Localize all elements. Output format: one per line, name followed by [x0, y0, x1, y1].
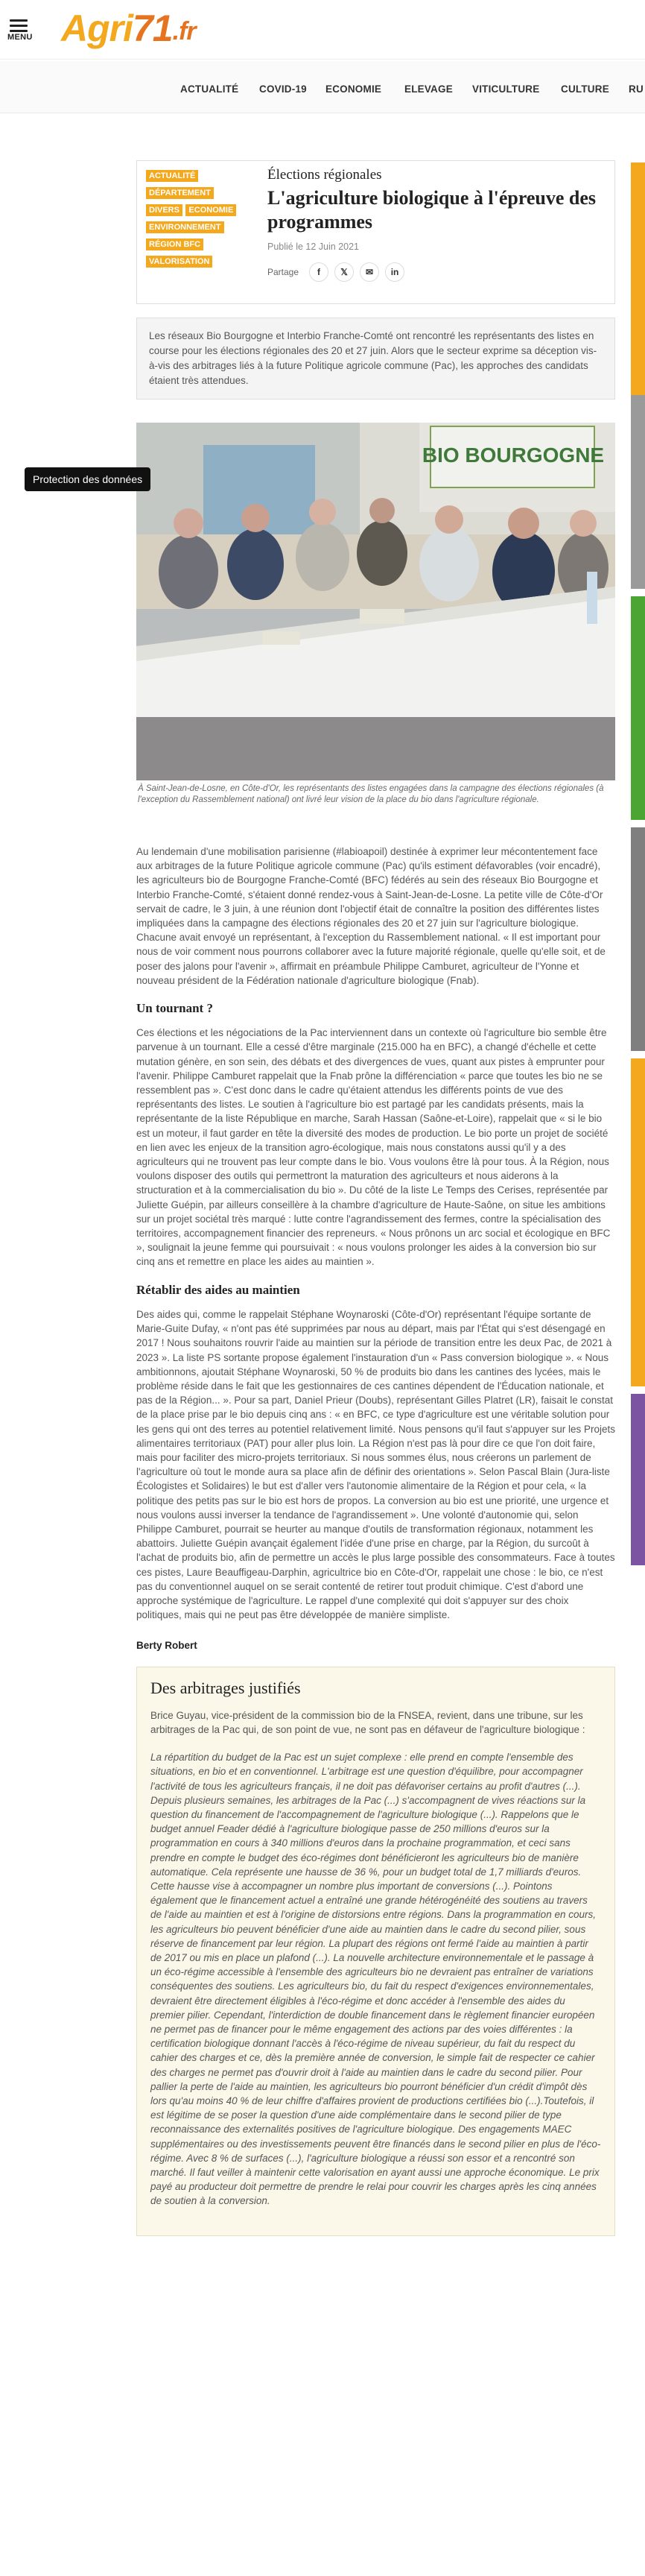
sidebar-stripe-4[interactable] [631, 827, 645, 1051]
logo-part-tld: .fr [172, 17, 196, 45]
article-header [136, 160, 615, 304]
paragraph: Des aides qui, comme le rappelait Stéphane Woynaroski (Côte-d'Or) représentant l'équipe sortante de Marie-Guite Dufay, « n'ont pas été supprimées par nous au départ, mais par l'État qui s'est désengagé en 2017 ! Nous souhaitons rouvrir l'aide au maintien sur la période de transition entre les deux Pac, de 2021 à 2023 ». La liste PS sortante propose également l'instauration d'un « Pass conversion biologique ». « Nous ambitionnons, ajoutait Stéphane Woynaroski, 50 % de produits bio dans les cantines des lycées, mais le problème réside dans le fait que les gestionnaires de ces cantines dépendent de l'Éducation nationale, et pas de la Région... ». Pour sa part, Daniel Prieur (Doubs), représentant Gilles Platret (LR), faisait le constat de la place prise par le bio depuis cinq ans : « en BFC, ce type d'agriculture est une véritable solution pour les gens qui ont des terres au potentiel relativement limité. Nous pensons qu'il faut s'appuyer sur les Projets alimentaires territoriaux (PAT) pour aller plus loin. La Région n'est pas là pour dire ce que l'on doit faire, mais pour faciliter des micro-projets territoriaux. Si nous sommes élus, nous créerons un parlement de l'agriculture où tout le monde aura sa place afin de définir des orientations ». Selon Pascal Blain (Jura-liste Écologistes et Solidaires) le but est d'aller vers l'autonomie alimentaire de la Région et pour cela, « la politique des petits pas sur le bio est hors de propos. La conversion au bio est une priorité, une urgence et nous voulons aussi inverser la tendance de l'agrandissement ». Une volonté d'autonomie qui, selon Philippe Camburet, pourrait se heurter au manque d'outils de transformation régionaux, notamment les abattoirs. Juliette Guépin avançait également l'idée d'une prise en charge, par la Région, du surcoût à l'achat de produits bio, afin de permettre un accès le plus large possible des consommateurs. Face à toutes ces pistes, Laure Beauffigeau-Darphin, agricultrice bio en Côte-d'Or, rappelait une chose : le bio, ce n'est pas du conventionnel auquel on se serait contenté de retirer tout produit chimique. C'est d'abord une approche systémique de l'agriculture. Le rappel d'une complexité qui doit s'appuyer sur des choix politiques, mais qui ne peut pas être développée de manière simpliste. [136, 1308, 615, 1621]
share-label: Partage [267, 267, 299, 277]
article-overline: Élections régionales [267, 167, 382, 183]
tag[interactable]: ECONOMIE [185, 204, 236, 216]
paragraph: Au lendemain d'une mobilisation parisienne (#labioapoil) destinée à exprimer leur mécontentement face aux arbitrages de la future Politique agricole commune (Pac) qu'ils estiment défavorables (voir encadré), les agriculteurs bio de Bourgogne Franche-Comté (BFC) fédérés au sein des réseaux Bio Bourgogne et Interbio Franche-Comté, s'étaient donné rendez-vous à Saint-Jean-de-Losne. La petite ville de Côte-d'Or servait de cadre, le 3 juin, à une réunion dont l'objectif était de connaître la position des différentes listes impliquées dans la campagne des élections régionales des 20 et 27 juin sur l'agriculture biologique. Chacune avait envoyé un représentant, à l'exception du Rassemblement national. « Il est important pour nous de voir comment nous pourrons collaborer avec la future majorité régionale, quelle qu'elle soit, et de poser des jalons pour l'avenir », affirmait en préambule Philippe Camburet, agriculteur de l'Yonne et nouveau président de la Fédération nationale d'agriculture biologique (Fnab). [136, 846, 606, 986]
nav-item-ru[interactable]: RU [629, 83, 644, 95]
nav-item-actualite[interactable]: ACTUALITÉ [180, 83, 239, 95]
tag-list [146, 168, 250, 271]
paragraph: Ces élections et les négociations de la Pac interviennent dans un contexte où l'agriculture bio semble être parvenue à un tournant. Elle a cessé d'être marginale (215.000 ha en BFC), a changé d'échelle et cette mutation génère, en son sein, des débats et des divergences de vues, quant aux pistes à emprunter pour l'avenir. Philippe Camburet rappelait que la Fnab prône la différenciation « parce que toutes les bio ne se ressemblent pas ». C'est donc dans le cadre qu'étaient attendus les différents points de vue des représentants des listes. Le soutien à l'agriculture bio est partagé par les candidats présents, mais la représentante de la liste République en marche, Sarah Hassan (Saône-et-Loire), rappelait que « si le bio est un moteur, il faut garder en tête la diversité des modes de production. Le bio porte un projet de société en lien avec les enjeux de la transition agro-écologique, mais nous constatons aussi qu'il y a des agriculteurs qui ne trouvent pas leur compte dans le bio. Vous voulons être là pour tous. À la Région, nous voulons disposer des outils qui permettront la maturation des agriculteurs et nous aiderons à la structuration et à la commercialisation du bio ». Du côté de la liste Le Temps des Cerises, représentée par Juliette Guépin, par ailleurs conseillère à la chambre d'agriculture de Haute-Saône, on situe les ambitions sur un projet sociétal très marqué : lutte contre l'agrandissement des fermes, contre la spécialisation des territoires, accompagnement financier des repreneurs. « Nous prônons un arc social et écologique en BFC », soulignait la jeune femme qui poursuivait : « nous voulons prolonger les aides à la conversion bio sur cinq ans et remettre en place les aides au maintien ». [136, 1027, 611, 1268]
article-title: L'agriculture biologique à l'épreuve des programmes [267, 187, 597, 233]
privacy-tooltip[interactable]: Protection des données [25, 467, 150, 491]
logo-part-agri: Agri [61, 7, 133, 49]
author-byline: Berty Robert [136, 1640, 197, 1652]
tag[interactable]: RÉGION BFC [146, 239, 203, 250]
nav-item-economie[interactable]: ECONOMIE [325, 83, 382, 95]
nav-item-culture[interactable]: CULTURE [561, 83, 609, 95]
box-intro: Brice Guyau, vice-président de la commission bio de la FNSEA, revient, dans une tribune, sur les arbitrages de la Pac qui, de son point de vue, ne sont pas en défaveur de l'agriculture biologique : [150, 1709, 585, 1735]
subheading: Un tournant ? [136, 1001, 213, 1016]
box-quote: La répartition du budget de la Pac est un sujet complexe : elle prend en compte l'ensemble des situations, en bio et en conventionnel. L'arbitrage est une question d'équilibre, pour accompagner l'activité de tous les agriculteurs français, il ne doit pas défavoriser certains au profit d'autres (...). Depuis plusieurs semaines, les arbitrages de la Pac (...) s'accompagnent de vives réactions sur la question du financement de l'accompagnement de l'agriculture biologique (...). Rappelons que le budget annuel Feader dédié à l'agriculture biologique passe de 250 millions d'euros sur la programmation en cours à 340 millions d'euros dans la prochaine programmation, et ceci sans prendre en compte le budget des éco-régimes dont bénéficieront les agriculteurs bio de manière automatique. Cela représente une hausse de 36 %, pour un budget total de 1,7 milliards d'euros. Cette hausse vise à accompagner un nombre plus important de conversions (...). Pointons également que le financement actuel a entraîné une grande hétérogénéité des soutiens au travers de l'aide au maintien et est à l'origine de distorsions entre régions. Dans la programmation en cours, les agriculteurs bio peuvent bénéficier d'une aide au maintien dans le cadre du second pilier, sous réserve de financement par leur région. La plupart des régions ont fermé l'aide au maintien à partir de 2017 ou mis en place un plafond (...). La nouvelle architecture environnementale et le passage à un éco-régime accessible à l'ensemble des agriculteurs bio ne devraient pas entraîner de variations conséquentes des soutiens. Les agriculteurs bio, du fait du respect d'exigences environnementales, devraient être directement éligibles à l'éco-régime et donc accéder à l'ensemble des aides du premier pilier. Cependant, l'interdiction de double financement dans le règlement financier européen ne permet pas de financer pour le même engagement des actions par des voies différentes : la certification biologique donnant l'accès à l'éco-régime de niveau supérieur, du fait du respect du cahier des charges et ce, dès la première année de conversion, le simple fait de respecter ce cahier des charges ne permet pas d'ouvrir droit à l'aide au maintien dans le cadre du second pilier. Pour pallier la perte de l'aide au maintien, les agriculteurs bio pourront bénéficier d'un crédit d'impôt dès lors qu'au moins 40 % de leur chiffre d'affaires provient de productions certifiées bio (...).Toutefois, il est légitime de se poser la question d'une aide complémentaire dans le second pilier de type reconnaissance des externalités positives de l'agriculture biologique. Des engagements MAEC supplémentaires ou des investissements peuvent être financés dans le second pilier en plus de l'éco-régime. Avec 8 % de surfaces (...), l'agriculture biologique a réussi son essor et a rencontré son marché. Il faut veiller à maintenir cette valorisation en ayant aussi une approche économique. Le prix payé au producteur doit permettre de prendre le relai pour couvrir les charges après les cinq années de soutien à la conversion. [150, 1752, 601, 2207]
mail-icon[interactable]: ✉ [360, 262, 379, 282]
menu-button[interactable] [7, 18, 37, 45]
tag[interactable]: ACTUALITÉ [146, 170, 198, 182]
photo-caption: À Saint-Jean-de-Losne, en Côte-d'Or, les représentants des listes engagées dans la campagne des élections régionales (à l'exception du Rassemblement national) ont livré leur vision de la place du bio dans l'agriculture régionale. [138, 784, 604, 804]
share-bar [267, 262, 607, 282]
logo-part-71: 71 [133, 7, 173, 49]
sidebar-stripe-6[interactable] [631, 1394, 645, 1565]
facebook-icon[interactable]: f [309, 262, 328, 282]
subheading: Rétablir des aides au maintien [136, 1282, 300, 1297]
article-body [136, 845, 615, 2236]
menu-label: MENU [7, 33, 33, 42]
site-logo[interactable] [61, 6, 196, 51]
tag[interactable]: VALORISATION [146, 256, 212, 268]
article-photo [136, 423, 615, 780]
box-title: Des arbitrages justifiés [150, 1678, 301, 1697]
nav-item-elevage[interactable]: ELEVAGE [404, 83, 453, 95]
twitter-icon[interactable]: 𝕏 [334, 262, 354, 282]
photo-banner-text: BIO BOURGOGNE [422, 443, 605, 467]
article-lead: Les réseaux Bio Bourgogne et Interbio Franche-Comté ont rencontré les représentants des listes en course pour les élections régionales des 20 et 27 juin. Alors que le secteur exprime sa déception vis-à-vis des arbitrages liés à la future Politique agricole commune (Pac), les approches des candidats étaient très attendues. [136, 318, 615, 400]
tag[interactable]: DIVERS [146, 204, 182, 216]
top-bar [0, 0, 645, 60]
sidebar-stripe-5[interactable] [631, 1058, 645, 1386]
sidebar-stripe-2[interactable] [631, 395, 645, 589]
publish-date: Publié le 12 Juin 2021 [267, 242, 360, 252]
article-heading [267, 167, 607, 282]
sidebar-box [136, 1667, 615, 2236]
nav-item-viticulture[interactable]: VITICULTURE [472, 83, 540, 95]
tag[interactable]: DÉPARTEMENT [146, 187, 214, 199]
tag[interactable]: ENVIRONNEMENT [146, 221, 224, 233]
sidebar-stripe-3[interactable] [631, 596, 645, 820]
meeting-photo [136, 423, 615, 780]
linkedin-icon[interactable]: in [385, 262, 404, 282]
nav-item-covid[interactable]: COVID-19 [259, 83, 307, 95]
main-nav [0, 61, 645, 113]
